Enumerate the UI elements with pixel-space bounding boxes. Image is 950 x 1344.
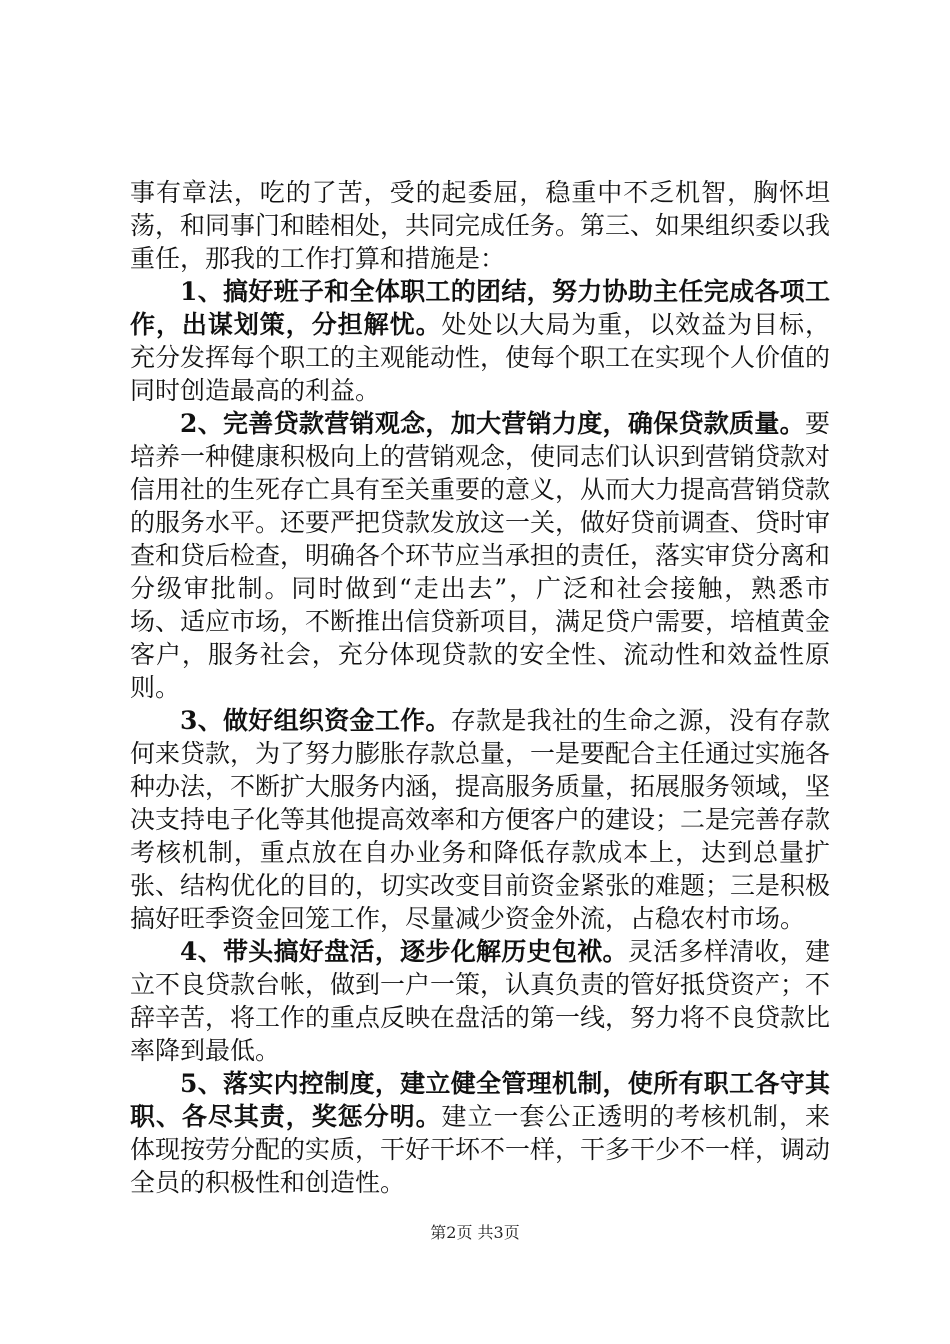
paragraph-1 <box>130 275 830 407</box>
paragraph-text: 事有章法，吃的了苦，受的起委屈，稳重中不乏机智，胸怀坦荡，和同事门和睦相处，共同完成任务。第三、如果组织委以我重任，那我的工作打算和措施是： <box>130 178 831 273</box>
paragraph-0 <box>130 176 830 275</box>
paragraph-lead: 1、搞好班子和全体职工的团结，努力协助主任完成各项工作，出谋划策，分担解忧。 <box>130 277 830 339</box>
paragraph-lead: 4、带头搞好盘活，逐步化解历史包袱。 <box>180 937 628 966</box>
paragraph-text: 灵活多样清收，建立不良贷款台帐，做到一户一策，认真负责的管好抵贷资产；不辞辛苦，将工作的重点反映在盘活的第一线，努力将不良贷款比率降到最低。 <box>130 937 831 1065</box>
paragraph-text: 存款是我社的生命之源，没有存款何来贷款，为了努力膨胀存款总量，一是要配合主任通过实施各种办法，不断扩大服务内涵，提高服务质量，拓展服务领域，坚决支持电子化等其他提高效率和方便客户的建设；二是完善存款考核机制，重点放在自办业务和降低存款成本上，达到总量扩张、结构优化的目的，切实改变目前资金紧张的难题；三是积极搞好旺季资金回笼工作，尽量减少资金外流，占稳农村市场。 <box>130 706 831 933</box>
paragraph-lead: 5、落实内控制度，建立健全管理机制，使所有职工各守其职、各尽其责，奖惩分明。 <box>130 1069 830 1131</box>
paragraph-5 <box>130 1067 830 1199</box>
paragraph-text: 要培养一种健康积极向上的营销观念，使同志们认识到营销贷款对信用社的生死存亡具有至关重要的意义，从而大力提高营销贷款的服务水平。还要严把贷款发放这一关，做好贷前调查、贷时审查和贷后检查，明确各个环节应当承担的责任，落实审贷分离和分级审批制。同时做到“走出去”，广泛和社会接触，熟悉市场、适应市场，不断推出信贷新项目，满足贷户需要，培植黄金客户，服务社会，充分体现贷款的安全性、流动性和效益性原则。 <box>130 409 831 702</box>
paragraph-2 <box>130 407 830 704</box>
document-body <box>130 176 830 1199</box>
paragraph-lead: 3、做好组织资金工作。 <box>180 706 451 735</box>
paragraph-text: 处处以大局为重，以效益为目标，充分发挥每个职工的主观能动性，使每个职工在实现个人价值的同时创造最高的利益。 <box>130 310 831 405</box>
page-number-footer: 第2页 共3页 <box>430 1223 520 1242</box>
paragraph-3 <box>130 704 830 935</box>
paragraph-4 <box>130 935 830 1067</box>
paragraph-lead: 2、完善贷款营销观念，加大营销力度，确保贷款质量。 <box>180 409 805 438</box>
paragraph-text: 建立一套公正透明的考核机制，来体现按劳分配的实质，干好干坏不一样，干多干少不一样，调动全员的积极性和创造性。 <box>130 1102 831 1197</box>
